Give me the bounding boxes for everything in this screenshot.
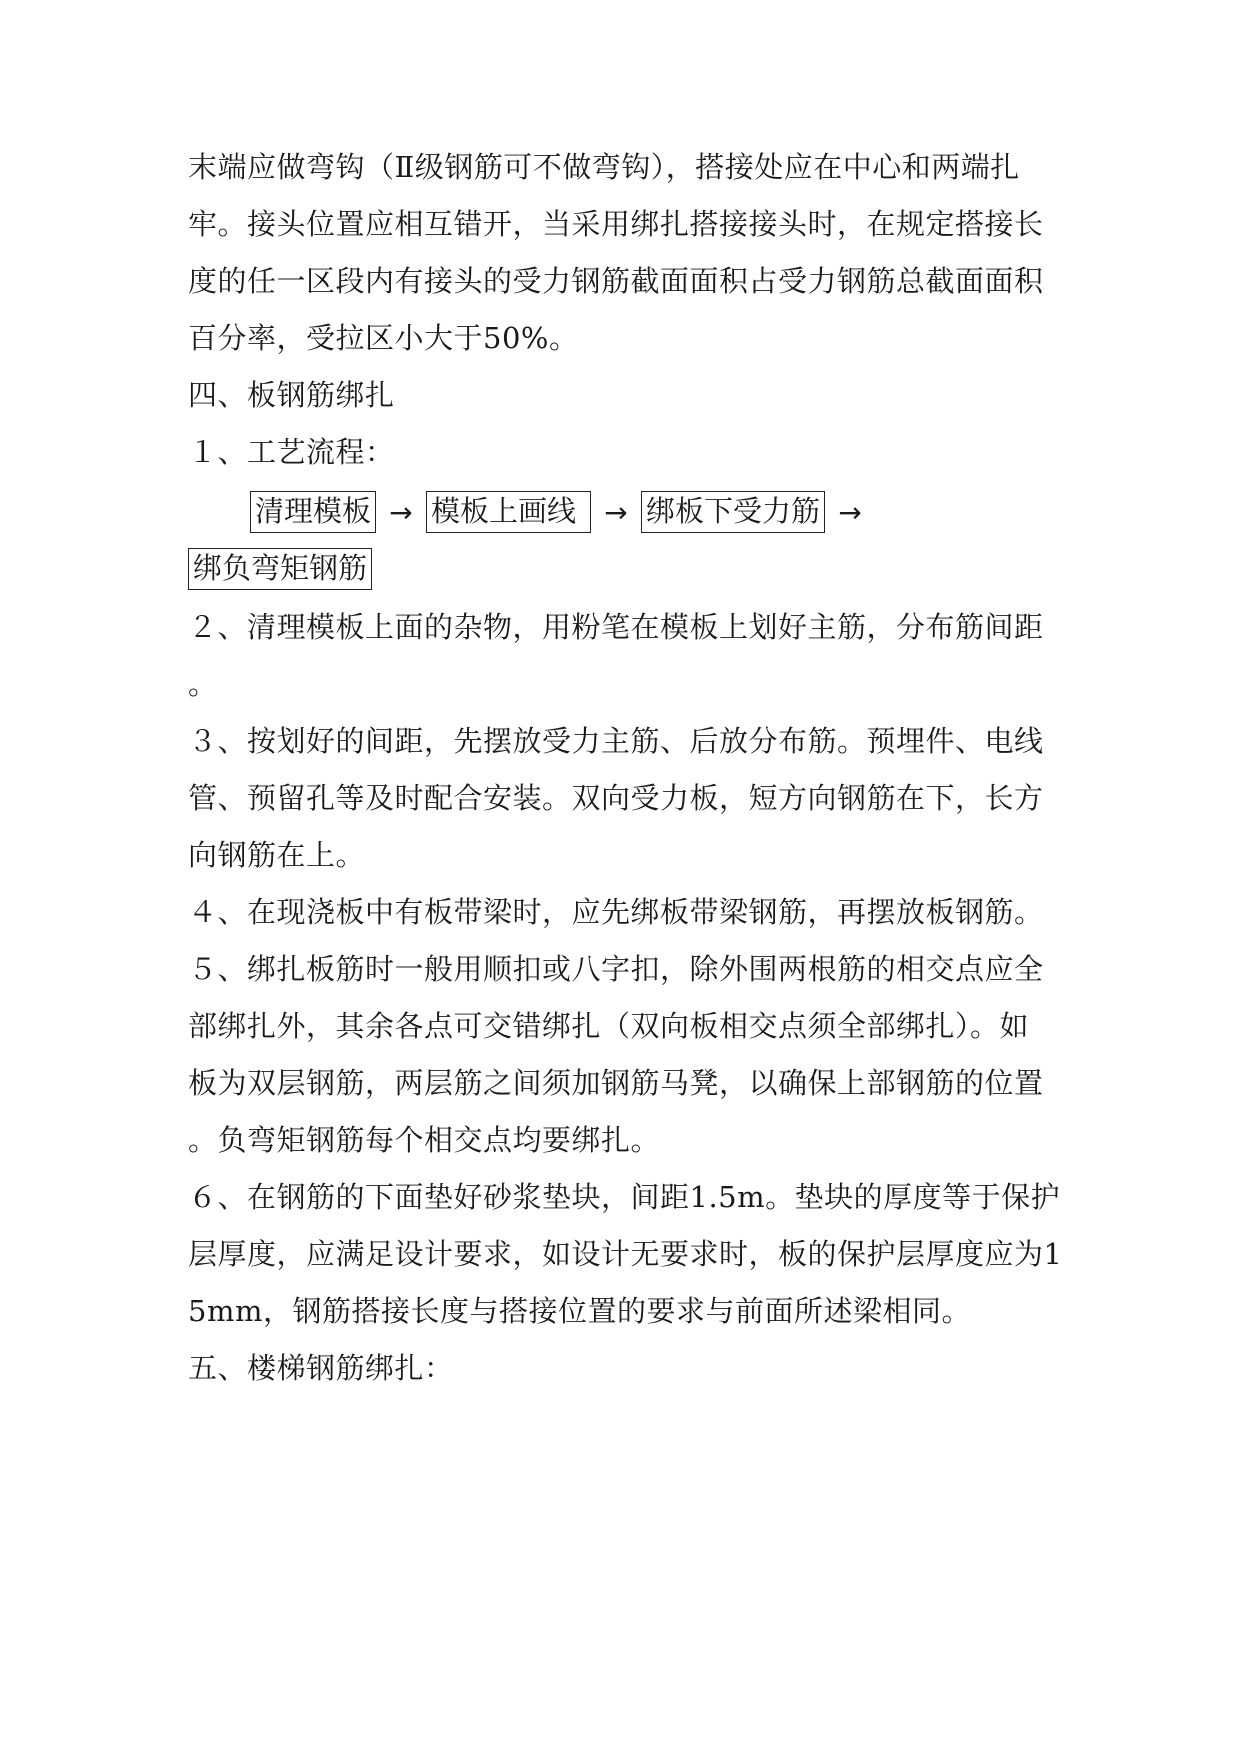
paragraph-line: ３、按划好的间距，先摆放受力主筋、后放分布筋。预埋件、电线 [188,724,1044,758]
paragraph-line: 向钢筋在上。 [188,838,366,872]
paragraph-line: 末端应做弯钩（Ⅱ级钢筋可不做弯钩），搭接处应在中心和两端扎 [188,150,1020,184]
paragraph-line: 板为双层钢筋，两层筋之间须加钢筋马凳，以确保上部钢筋的位置 [188,1066,1044,1100]
paragraph-line: ５、绑扎板筋时一般用顺扣或八字扣，除外围两根筋的相交点应全 [188,952,1044,986]
section-heading: 四、板钢筋绑扎 [188,378,395,412]
paragraph-line: 管、预留孔等及时配合安装。双向受力板，短方向钢筋在下，长方 [188,781,1044,815]
arrow-right-icon: → [389,495,413,529]
paragraph-line: ２、清理模板上面的杂物，用粉笔在模板上划好主筋，分布筋间距 [188,610,1044,644]
flow-step-box: 绑负弯矩钢筋 [188,548,372,590]
process-flow-continued [188,547,372,591]
flow-step-box: 清理模板 [250,491,376,533]
paragraph-line: 部绑扎外，其余各点可交错绑扎（双向板相交点须全部绑扎）。如 [188,1009,1030,1043]
paragraph-line: 百分率，受拉区小大于50%。 [188,321,579,355]
paragraph-line: 牢。接头位置应相互错开，当采用绑扎搭接接头时，在规定搭接长 [188,207,1044,241]
flow-step-box: 绑板下受力筋 [641,491,825,533]
paragraph-line: 层厚度，应满足设计要求，如设计无要求时，板的保护层厚度应为1 [188,1237,1063,1271]
section-heading: 五、楼梯钢筋绑扎： [188,1351,454,1385]
process-flow [250,490,875,534]
paragraph-line: 度的任一区段内有接头的受力钢筋截面面积占受力钢筋总截面面积 [188,264,1044,298]
paragraph-line: ６、在钢筋的下面垫好砂浆垫块，间距1.5m。垫块的厚度等于保护 [188,1180,1061,1214]
arrow-right-icon: → [838,495,862,529]
paragraph-line: ４、在现浇板中有板带梁时，应先绑板带梁钢筋，再摆放板钢筋。 [188,895,1044,929]
paragraph-line: 。负弯矩钢筋每个相交点均要绑扎。 [188,1123,661,1157]
flow-step-box: 模板上画线 [426,491,591,533]
paragraph-line: 。 [188,667,218,701]
arrow-right-icon: → [604,495,628,529]
paragraph-line: 5mm，钢筋搭接长度与搭接位置的要求与前面所述梁相同。 [188,1294,971,1328]
step-heading: １、工艺流程： [188,435,395,469]
